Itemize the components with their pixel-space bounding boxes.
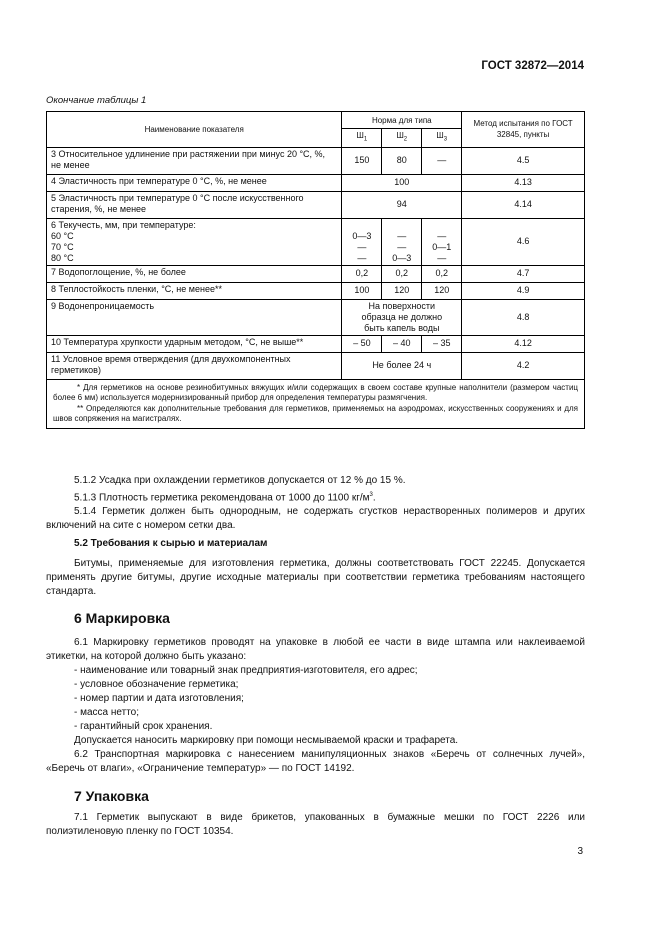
section-6-paragraphs — [46, 636, 585, 776]
table-note-2: ** Определяются как дополнительные требования для герметиков, применяемых на аэродромах, искусственных сооружениях и для швов сопряжения на магистралях. — [53, 403, 578, 424]
row-value: – 50 — [342, 335, 382, 352]
paragraph-5-1-2: 5.1.2 Усадка при охлаждении герметиков допускается от 12 % до 15 %. — [74, 475, 406, 486]
table-row — [47, 299, 585, 335]
row-value-merged: 94 — [342, 191, 462, 218]
row-value: 150 — [342, 147, 382, 174]
heading-5-2: 5.2 Требования к сырью и материалам — [74, 538, 268, 549]
row-value-merged: 100 — [342, 174, 462, 191]
table-header-row — [47, 112, 585, 129]
row-name: 10 Температура хрупкости ударным методом, °С, не выше** — [47, 335, 342, 352]
section-7-paragraph — [46, 811, 585, 839]
row-name: 4 Эластичность при температуре 0 °С, %, не менее — [47, 174, 342, 191]
row-value: — — 0—3 — [382, 218, 422, 265]
header-norm: Норма для типа — [342, 112, 462, 129]
row-method: 4.8 — [462, 299, 585, 335]
row-value: 0,2 — [422, 265, 462, 282]
list-item: - условное обозначение герметика; — [74, 679, 239, 690]
table-notes-row — [47, 379, 585, 428]
table-note-1: * Для герметиков на основе резинобитумных вяжущих и/или содержащих в своем составе крупные наполнители (размером частиц более 6 мм) используется модернизированный прибор для определения температуры размягчения. — [53, 382, 578, 403]
section-5-2-paragraph — [46, 557, 585, 599]
table-row — [47, 352, 585, 379]
row-name: 7 Водопоглощение, %, не более — [47, 265, 342, 282]
row-method: 4.12 — [462, 335, 585, 352]
header-name: Наименование показателя — [47, 112, 342, 148]
row-name: 9 Водонепроницаемость — [47, 299, 342, 335]
row-name: 6 Текучесть, мм, при температуре: 60 °С 70 °С 80 °С — [47, 218, 342, 265]
row-value: 120 — [422, 282, 462, 299]
type-header-3: $Ш_3$ — [422, 129, 462, 148]
section-5-1-paragraphs — [46, 474, 585, 533]
table-notes — [47, 379, 585, 428]
row-method: 4.9 — [462, 282, 585, 299]
table-row — [47, 218, 585, 265]
row-value: — 0—1 — — [422, 218, 462, 265]
type-header-1: $Ш_1$ — [342, 129, 382, 148]
row-method: 4.5 — [462, 147, 585, 174]
row-method: 4.14 — [462, 191, 585, 218]
paragraph-5-2: Битумы, применяемые для изготовления герметика, должны соответствовать ГОСТ 22245. Допускается применять другие битумы, другие исходные материалы при соответствии герметика требованиям настоящего стандарта. — [46, 558, 585, 597]
header-method: Метод испытания по ГОСТ 32845, пункты — [462, 112, 585, 148]
row-value: — — [422, 147, 462, 174]
list-item: - гарантийный срок хранения. — [74, 721, 213, 732]
paragraph-5-1-3: 5.1.3 Плотность герметика рекомендована от 1000 до 1100 $кг/м^3$. — [74, 492, 376, 504]
table-caption: Окончание таблицы 1 — [46, 95, 147, 106]
row-value: – 35 — [422, 335, 462, 352]
row-name: 8 Теплостойкость пленки, °С, не менее** — [47, 282, 342, 299]
paragraph-5-1-4: 5.1.4 Герметик должен быть однородным, не содержать сгустков нерастворенных полимеров и других включений на сите с номером сетки два. — [46, 506, 585, 532]
table-row — [47, 282, 585, 299]
properties-table — [46, 111, 585, 429]
heading-6: 6 Маркировка — [74, 610, 170, 626]
row-method: 4.2 — [462, 352, 585, 379]
list-item: - наименование или товарный знак предприятия-изготовителя, его адрес; — [74, 665, 418, 676]
page-number: 3 — [577, 846, 583, 857]
row-name: 11 Условное время отверждения (для двухкомпонентных герметиков) — [47, 352, 342, 379]
row-value: 0,2 — [342, 265, 382, 282]
paragraph-7-1: 7.1 Герметик выпускают в виде брикетов, упакованных в бумажные мешки по ГОСТ 2226 или полиэтиленовую пленку по ГОСТ 10354. — [46, 812, 585, 837]
row-value: – 40 — [382, 335, 422, 352]
row-name: 5 Эластичность при температуре 0 °С после искусственного старения, %, не менее — [47, 191, 342, 218]
paragraph-6-2: 6.2 Транспортная маркировка с нанесением манипуляционных знаков «Беречь от солнечных лучей», «Беречь от влаги», «Ограничение температур» — по ГОСТ 14192. — [46, 749, 585, 774]
list-item: - масса нетто; — [74, 707, 140, 718]
row-value-merged: На поверхности образца не должно быть капель воды — [342, 299, 462, 335]
table-row — [47, 191, 585, 218]
row-method: 4.7 — [462, 265, 585, 282]
paragraph-6-1: 6.1 Маркировку герметиков проводят на упаковке в любой ее части в виде штампа или наклеиваемой этикетки, на которой должно быть указано: — [46, 637, 585, 662]
row-value: 120 — [382, 282, 422, 299]
row-name: 3 Относительное удлинение при растяжении при минус 20 °С, %, не менее — [47, 147, 342, 174]
row-value: 0—3 — — — [342, 218, 382, 265]
row-method: 4.6 — [462, 218, 585, 265]
document-code: ГОСТ 32872—2014 — [481, 60, 584, 72]
table-row — [47, 147, 585, 174]
type-header-2: $Ш_2$ — [382, 129, 422, 148]
row-method: 4.13 — [462, 174, 585, 191]
paragraph-allowed: Допускается наносить маркировку при помощи несмываемой краски и трафарета. — [74, 735, 459, 746]
heading-7: 7 Упаковка — [74, 788, 149, 804]
row-value: 80 — [382, 147, 422, 174]
table-row — [47, 265, 585, 282]
row-value-merged: Не более 24 ч — [342, 352, 462, 379]
list-item: - номер партии и дата изготовления; — [74, 693, 244, 704]
row-value: 0,2 — [382, 265, 422, 282]
table-row — [47, 335, 585, 352]
row-value: 100 — [342, 282, 382, 299]
table-row — [47, 174, 585, 191]
